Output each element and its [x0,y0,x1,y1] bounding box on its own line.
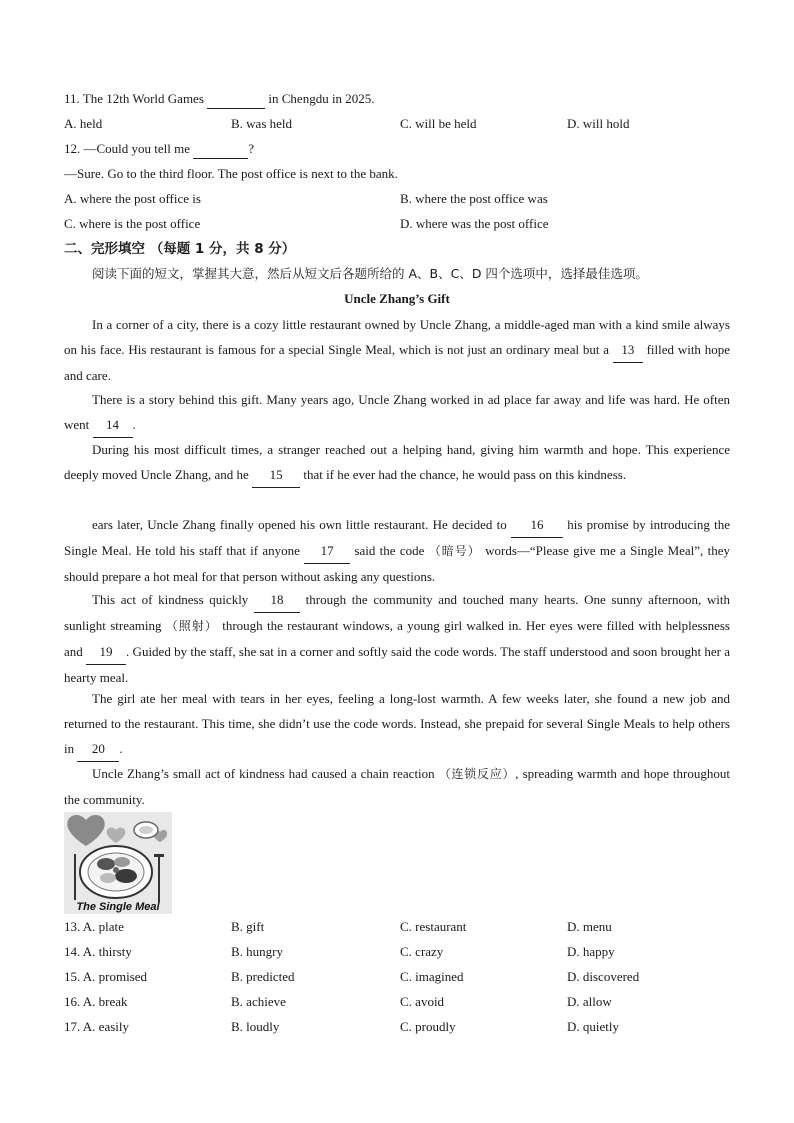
answer-15-option-b[interactable]: B. predicted [231,969,295,984]
answer-16-option-d[interactable]: D. allow [567,994,612,1009]
question-11-text-before: 11. The 12th World Games [64,91,208,106]
answer-13-option-a[interactable]: 13. A. plate [64,919,124,934]
food-icon [97,858,115,870]
answer-13-option-c[interactable]: C. restaurant [400,919,467,934]
blank-18: 18 [254,587,300,613]
illustration-caption: The Single Meal [76,901,160,913]
food-icon [113,867,119,873]
paragraph-text: Uncle Zhang’s small act of kindness had caused a chain reaction [92,766,439,781]
section-score: （每题 1 分，共 8 分） [149,241,296,257]
paragraph-text: During his most difficult times, a stranger reached out a helping hand, giving him warmth and hope. This experience deeply moved Uncle Zhang, and he [64,442,730,482]
blank-16: 16 [511,512,563,538]
story-paragraph-7 [64,761,730,812]
question-11-option-c[interactable]: C. will be held [400,116,477,131]
question-11-option-d[interactable]: D. will hold [567,116,630,131]
question-12-blank [193,140,248,159]
section-title: 二、完形填空 [64,241,145,257]
paragraph-text: said the code [350,543,429,558]
paragraph-text: . Guided by the staff, she sat in a corner and softly said the code words. The staff understood and soon brought her a hearty meal. [64,644,730,685]
question-12-stem [64,140,254,159]
paragraph-text: . [132,417,136,432]
paragraph-text: through the community and touched many hearts. One sunny afternoon, with sunlight streaming [64,592,730,633]
blank-20: 20 [77,736,119,762]
cup-icon [139,826,153,834]
question-11-stem [64,90,375,109]
paragraph-text: In a corner of a city, there is a cozy little restaurant owned by Uncle Zhang, a middle-aged man with a kind smile always on his face. His restaurant is famous for a special Single Meal, which is not just an ordinary meal but a [64,317,730,357]
answer-16-option-a[interactable]: 16. A. break [64,994,128,1009]
story-title: Uncle Zhang’s Gift [344,291,450,306]
blank-15: 15 [252,462,300,488]
blank-13: 13 [613,337,643,363]
story-paragraph-3 [64,437,730,488]
paragraph-text: This act of kindness quickly [92,592,254,607]
story-paragraph-6 [64,686,730,762]
question-12-text-before: 12. —Could you tell me [64,141,194,156]
fork-icon [158,854,160,902]
question-12-text-after: ? [248,141,255,156]
single-meal-illustration [64,812,172,914]
story-paragraph-5 [64,587,730,690]
answer-17-option-c[interactable]: C. proudly [400,1019,456,1034]
paragraph-text: through the restaurant windows, a young girl walked in. Her eyes were filled with helplessness and [64,618,730,659]
section-heading [64,239,295,259]
blank-19: 19 [86,639,126,665]
paragraph-text: The girl ate her meal with tears in her eyes, feeling a long-lost warmth. A few weeks later, she found a new job and returned to the restaurant. This time, she didn’t use the code words. Instead, she prepaid for several Single Meals to help others in [64,691,730,756]
question-11-option-b[interactable]: B. was held [231,116,293,131]
answer-14-option-a[interactable]: 14. A. thirsty [64,944,132,959]
story-paragraph-2 [64,387,730,438]
blank-17: 17 [304,538,350,564]
question-11-text-after: in Chengdu in 2025. [265,91,375,106]
answer-13-option-d[interactable]: D. menu [567,919,612,934]
question-12-option-c[interactable]: C. where is the post office [64,216,201,231]
question-12-option-d[interactable]: D. where was the post office [400,216,549,231]
food-icon [114,857,130,867]
question-12-option-b[interactable]: B. where the post office was [400,191,548,206]
blank-14: 14 [93,412,133,438]
answer-16-option-c[interactable]: C. avoid [400,994,445,1009]
answer-17-option-a[interactable]: 17. A. easily [64,1019,129,1034]
answer-15-option-a[interactable]: 15. A. promised [64,969,148,984]
paragraph-text: words—“Please give me a Single Meal”, they should prepare a hot meal for that person without asking any questions. [64,543,730,584]
answer-17-option-b[interactable]: B. loudly [231,1019,280,1034]
story-paragraph-1 [64,312,730,388]
question-12-reply: —Sure. Go to the third floor. The post office is next to the bank. [64,166,398,181]
answer-14-option-c[interactable]: C. crazy [400,944,444,959]
paragraph-text: There is a story behind this gift. Many years ago, Uncle Zhang worked in ad place far away and life was hard. He often went [64,392,730,432]
section-instruction: 阅读下面的短文，掌握其大意，然后从短文后各题所给的 A、B、C、D 四个选项中，选择最佳选项。 [92,266,648,281]
answer-14-option-d[interactable]: D. happy [567,944,615,959]
question-12-option-a[interactable]: A. where the post office is [64,191,201,206]
chinese-gloss: （暗号） [428,544,481,558]
paragraph-text: that if he ever had the chance, he would pass on this kindness. [300,467,627,482]
question-11-option-a[interactable]: A. held [64,116,103,131]
answer-17-option-d[interactable]: D. quietly [567,1019,619,1034]
paragraph-text: . [119,741,123,756]
chinese-gloss: （连锁反应） [438,767,516,781]
paragraph-text: , spreading warmth and hope throughout the community. [64,766,730,807]
knife-icon [74,854,76,900]
answer-15-option-c[interactable]: C. imagined [400,969,464,984]
story-paragraph-4 [64,512,730,589]
paragraph-text: ears later, Uncle Zhang finally opened his own little restaurant. He decided to [92,517,511,532]
chinese-gloss: （照射） [165,619,218,633]
fork-icon [154,854,164,857]
food-icon [100,873,116,883]
answer-14-option-b[interactable]: B. hungry [231,944,283,959]
question-11-blank [207,90,265,109]
paragraph-text: his promise by introducing the Single Meal. He told his staff that if anyone [64,517,730,558]
answer-13-option-b[interactable]: B. gift [231,919,265,934]
paragraph-text: filled with hope and care. [64,342,730,383]
answer-15-option-d[interactable]: D. discovered [567,969,640,984]
answer-16-option-b[interactable]: B. achieve [231,994,286,1009]
